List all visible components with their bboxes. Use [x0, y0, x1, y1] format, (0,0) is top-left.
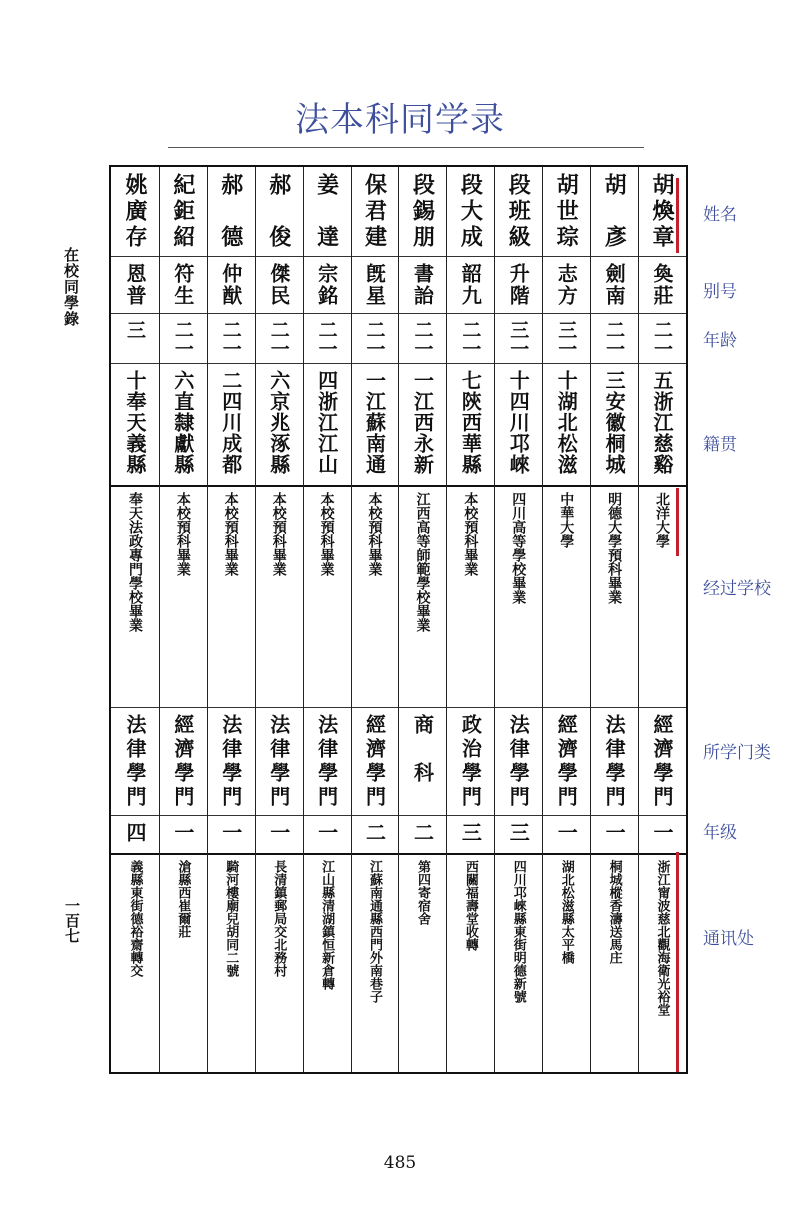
grade-text: 一 — [602, 822, 627, 842]
cell-name — [494, 173, 542, 253]
cell-addr — [542, 860, 590, 1070]
cell-addr — [111, 860, 159, 1070]
alias-text: 韶九 — [458, 263, 483, 307]
header-label-dept: 所学门类 — [703, 743, 771, 763]
header-label-school: 经过学校 — [703, 579, 771, 599]
cell-native — [542, 370, 590, 482]
cell-school — [159, 492, 207, 704]
student-column — [494, 167, 543, 1072]
age-text: 二一 — [651, 320, 674, 358]
cell-grade — [590, 822, 638, 850]
addr-text: 四川邛崍縣東街明德新號 — [510, 860, 526, 1003]
school-text: 本校預科畢業 — [174, 492, 191, 576]
cell-grade — [303, 822, 351, 850]
native-text: 十四川邛崍 — [506, 370, 531, 475]
cell-name — [399, 173, 447, 253]
cell-school — [446, 492, 494, 704]
grade-text: 四 — [122, 822, 147, 842]
grade-text: 二 — [410, 822, 435, 842]
cell-native — [111, 370, 159, 482]
name-text: 段錫朋 — [409, 173, 436, 251]
cell-dept — [446, 714, 494, 812]
cell-alias — [446, 263, 494, 310]
age-text: 二一 — [363, 320, 386, 358]
school-text: 明德大學預科畢業 — [606, 492, 623, 604]
age-text: 三一 — [555, 320, 578, 358]
native-text: 四浙江江山 — [314, 370, 339, 475]
cell-school — [111, 492, 159, 704]
student-column — [351, 167, 400, 1072]
alias-text: 升階 — [506, 263, 531, 307]
cell-addr — [207, 860, 255, 1070]
grade-text: 一 — [554, 822, 579, 842]
dept-text: 法律學門 — [602, 714, 627, 810]
student-column — [207, 167, 256, 1072]
cell-school — [542, 492, 590, 704]
cell-grade — [494, 822, 542, 850]
name-text: 段大成 — [457, 173, 484, 251]
name-text: 姚廣存 — [121, 173, 148, 251]
dept-text: 經濟學門 — [554, 714, 579, 810]
cell-age — [638, 320, 686, 360]
name-text: 段班級 — [505, 173, 532, 251]
cell-alias — [255, 263, 303, 310]
cell-age — [111, 320, 159, 360]
alias-text: 仲猷 — [218, 263, 243, 307]
age-text: 二一 — [411, 320, 434, 358]
addr-text: 西關福壽堂收轉 — [462, 860, 478, 951]
cell-school — [255, 492, 303, 704]
cell-school — [590, 492, 638, 704]
grade-text: 三 — [506, 822, 531, 842]
cell-school — [303, 492, 351, 704]
cell-dept — [590, 714, 638, 812]
student-column — [542, 167, 591, 1072]
cell-age — [399, 320, 447, 360]
cell-age — [255, 320, 303, 360]
header-label-native: 籍贯 — [703, 435, 737, 455]
header-label-age: 年龄 — [703, 331, 737, 351]
alias-text: 書詒 — [410, 263, 435, 307]
cell-name — [590, 173, 638, 253]
addr-text: 湖北松滋縣太平橋 — [558, 860, 574, 964]
cell-dept — [542, 714, 590, 812]
cell-age — [590, 320, 638, 360]
native-text: 六直隸獻縣 — [170, 370, 195, 475]
cell-dept — [494, 714, 542, 812]
cell-grade — [207, 822, 255, 850]
cell-grade — [399, 822, 447, 850]
student-column — [446, 167, 495, 1072]
cell-alias — [494, 263, 542, 310]
grade-text: 一 — [650, 822, 675, 842]
addr-text: 第四寄宿舍 — [414, 860, 430, 925]
school-text: 北洋大學 — [654, 492, 671, 548]
native-text: 二四川成都 — [218, 370, 243, 475]
cell-school — [207, 492, 255, 704]
student-column — [255, 167, 304, 1072]
student-column — [399, 167, 448, 1072]
alias-text: 傑民 — [266, 263, 291, 307]
cell-alias — [351, 263, 399, 310]
addr-text: 江山縣清湖鎮恒新倉轉 — [319, 860, 335, 990]
dept-text: 商 科 — [410, 714, 435, 786]
native-text: 十湖北松滋 — [554, 370, 579, 475]
name-text: 保君建 — [361, 173, 388, 251]
school-text: 四川高等學校畢業 — [510, 492, 527, 604]
dept-text: 經濟學門 — [362, 714, 387, 810]
grade-text: 三 — [458, 822, 483, 842]
cell-dept — [351, 714, 399, 812]
grade-text: 一 — [170, 822, 195, 842]
alias-text: 恩普 — [122, 263, 147, 307]
cell-alias — [399, 263, 447, 310]
native-text: 六京兆涿縣 — [266, 370, 291, 475]
dept-text: 法律學門 — [506, 714, 531, 810]
dept-text: 經濟學門 — [170, 714, 195, 810]
school-text: 江西高等師範學校畢業 — [414, 492, 431, 632]
cell-dept — [303, 714, 351, 812]
native-text: 十奉天義縣 — [122, 370, 147, 475]
header-label-addr: 通讯处 — [703, 929, 754, 949]
addr-text: 騎河樓廟兒胡同二號 — [223, 860, 239, 977]
addr-text: 浙江甯波慈北觀海衛光裕堂 — [654, 860, 670, 1016]
dept-text: 法律學門 — [218, 714, 243, 810]
grade-text: 二 — [362, 822, 387, 842]
school-text: 本校預科畢業 — [366, 492, 383, 576]
header-label-grade: 年级 — [703, 823, 737, 843]
dept-text: 法律學門 — [266, 714, 291, 810]
name-text: 胡煥章 — [649, 173, 676, 251]
highlight-mark — [676, 178, 679, 253]
cell-grade — [255, 822, 303, 850]
alias-text: 志方 — [554, 263, 579, 307]
cell-alias — [207, 263, 255, 310]
dept-text: 政治學門 — [458, 714, 483, 810]
age-text: 三 — [123, 320, 146, 339]
addr-text: 滄縣西崔爾莊 — [175, 860, 191, 938]
cell-alias — [590, 263, 638, 310]
cell-school — [351, 492, 399, 704]
cell-dept — [159, 714, 207, 812]
cell-native — [303, 370, 351, 482]
cell-name — [111, 173, 159, 253]
cell-native — [255, 370, 303, 482]
cell-alias — [159, 263, 207, 310]
cell-native — [159, 370, 207, 482]
cell-alias — [111, 263, 159, 310]
cell-grade — [351, 822, 399, 850]
cell-addr — [255, 860, 303, 1070]
cell-name — [303, 173, 351, 253]
cell-alias — [638, 263, 686, 310]
cell-name — [207, 173, 255, 253]
student-column — [111, 167, 160, 1072]
cell-name — [351, 173, 399, 253]
cell-native — [351, 370, 399, 482]
cell-addr — [159, 860, 207, 1070]
page-number: 485 — [383, 1153, 417, 1173]
cell-dept — [255, 714, 303, 812]
cell-name — [542, 173, 590, 253]
native-text: 五浙江慈谿 — [650, 370, 675, 475]
cell-native — [494, 370, 542, 482]
cell-dept — [399, 714, 447, 812]
name-text: 胡世琮 — [553, 173, 580, 251]
age-text: 三一 — [507, 320, 530, 358]
cell-grade — [638, 822, 686, 850]
alias-text: 旣星 — [362, 263, 387, 307]
school-text: 奉天法政專門學校畢業 — [126, 492, 143, 632]
cell-grade — [159, 822, 207, 850]
highlight-mark — [676, 488, 679, 556]
name-text: 胡 彥 — [601, 173, 628, 251]
cell-addr — [446, 860, 494, 1070]
school-text: 中華大學 — [558, 492, 575, 548]
side-margin-label: 在校同學錄 — [62, 247, 80, 327]
age-text: 二一 — [267, 320, 290, 358]
dept-text: 法律學門 — [122, 714, 147, 810]
alias-text: 宗銘 — [314, 263, 339, 307]
cell-age — [207, 320, 255, 360]
header-label-name: 姓名 — [703, 205, 737, 225]
native-text: 一江蘇南通 — [362, 370, 387, 475]
cell-addr — [494, 860, 542, 1070]
addr-text: 長清鎮郵局交北務村 — [271, 860, 287, 977]
dept-text: 法律學門 — [314, 714, 339, 810]
school-text: 本校預科畢業 — [318, 492, 335, 576]
cell-grade — [446, 822, 494, 850]
addr-text: 江蘇南通縣西門外南巷子 — [367, 860, 383, 1003]
cell-age — [446, 320, 494, 360]
cell-dept — [111, 714, 159, 812]
school-text: 本校預科畢業 — [222, 492, 239, 576]
cell-native — [590, 370, 638, 482]
age-text: 二一 — [315, 320, 338, 358]
cell-school — [494, 492, 542, 704]
page-title: 法本科同学录 — [295, 100, 505, 140]
student-column — [590, 167, 639, 1072]
grade-text: 一 — [266, 822, 291, 842]
cell-addr — [351, 860, 399, 1070]
name-text: 郝 德 — [217, 173, 244, 251]
native-text: 一江西永新 — [410, 370, 435, 475]
cell-native — [399, 370, 447, 482]
cell-native — [207, 370, 255, 482]
cell-grade — [542, 822, 590, 850]
cell-alias — [542, 263, 590, 310]
name-text: 紀鉅紹 — [169, 173, 196, 251]
highlight-mark — [676, 852, 679, 1072]
cell-dept — [638, 714, 686, 812]
grade-text: 一 — [314, 822, 339, 842]
cell-native — [446, 370, 494, 482]
age-text: 二一 — [459, 320, 482, 358]
addr-text: 義縣東街德裕齋轉交 — [127, 860, 143, 977]
name-text: 姜 達 — [313, 173, 340, 251]
age-text: 二一 — [171, 320, 194, 358]
school-text: 本校預科畢業 — [270, 492, 287, 576]
age-text: 二一 — [219, 320, 242, 358]
student-column — [159, 167, 208, 1072]
alias-text: 劍南 — [602, 263, 627, 307]
cell-name — [255, 173, 303, 253]
alias-text: 符生 — [170, 263, 195, 307]
grade-text: 一 — [218, 822, 243, 842]
alias-text: 奐莊 — [650, 263, 675, 307]
roster-table — [109, 165, 688, 1074]
cell-addr — [590, 860, 638, 1070]
age-text: 二一 — [603, 320, 626, 358]
cell-school — [399, 492, 447, 704]
cell-age — [303, 320, 351, 360]
cell-age — [351, 320, 399, 360]
cell-age — [494, 320, 542, 360]
student-column — [303, 167, 352, 1072]
cell-dept — [207, 714, 255, 812]
header-label-alias: 别号 — [703, 282, 737, 302]
side-page-number: 一百七 — [63, 898, 81, 943]
cell-native — [638, 370, 686, 482]
cell-age — [159, 320, 207, 360]
title-underline — [168, 147, 644, 148]
cell-name — [159, 173, 207, 253]
name-text: 郝 俊 — [265, 173, 292, 251]
school-text: 本校預科畢業 — [462, 492, 479, 576]
cell-age — [542, 320, 590, 360]
cell-alias — [303, 263, 351, 310]
cell-name — [446, 173, 494, 253]
native-text: 七陝西華縣 — [458, 370, 483, 475]
dept-text: 經濟學門 — [650, 714, 675, 810]
native-text: 三安徽桐城 — [602, 370, 627, 475]
cell-addr — [303, 860, 351, 1070]
cell-grade — [111, 822, 159, 850]
addr-text: 桐城樅香濤送馬庄 — [606, 860, 622, 964]
cell-addr — [399, 860, 447, 1070]
